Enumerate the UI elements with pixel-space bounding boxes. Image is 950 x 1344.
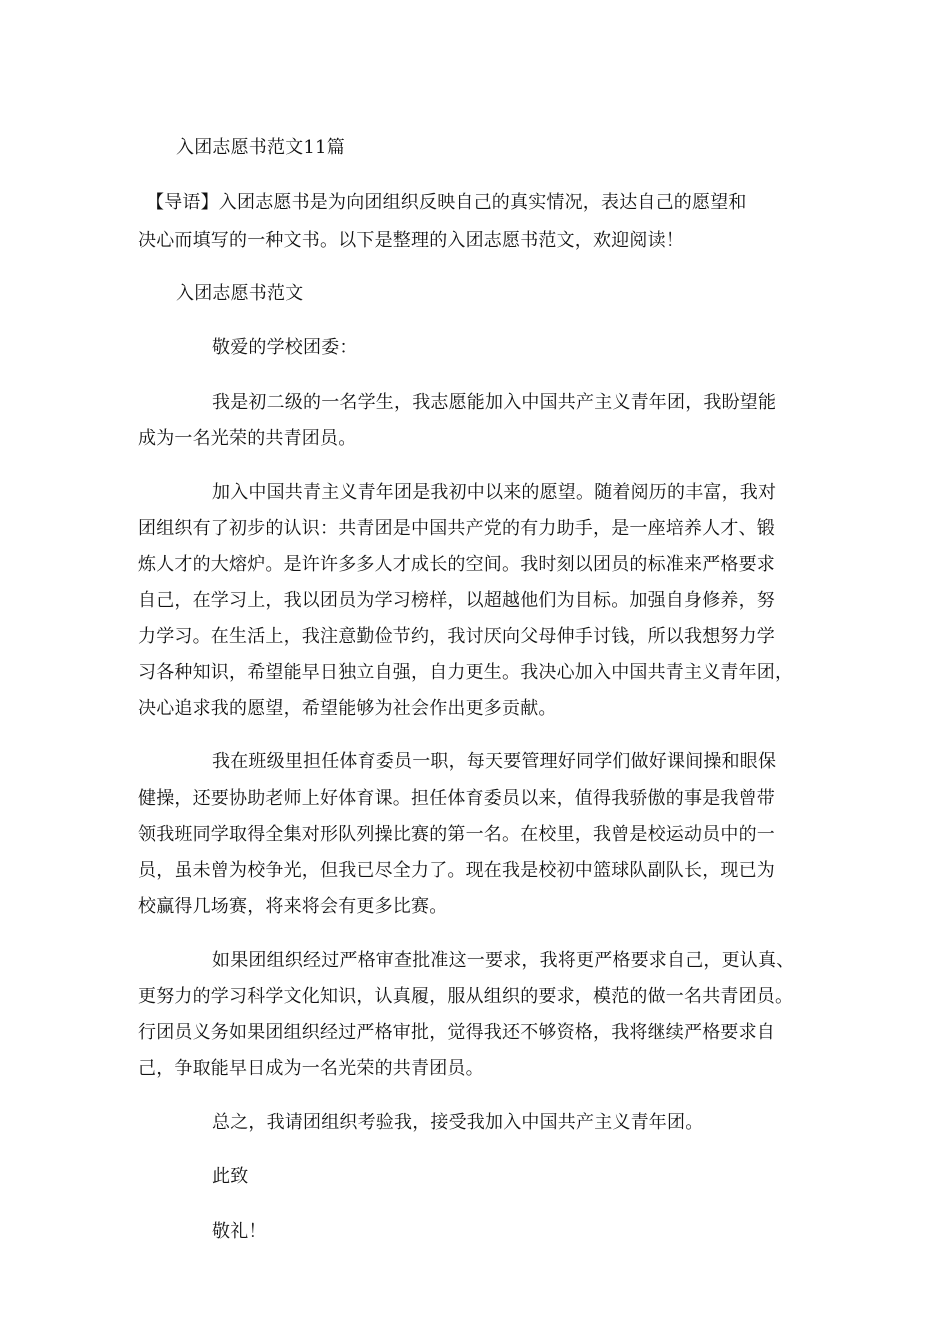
- paragraph-line: 决心追求我的愿望，希望能够为社会作出更多贡献。: [138, 698, 557, 719]
- paragraph-line: 更努力的学习科学文化知识，认真履，服从组织的要求，模范的做一名共青团员。: [138, 986, 794, 1007]
- intro-line: 【导语】入团志愿书是为向团组织反映自己的真实情况，表达自己的愿望和: [146, 192, 747, 213]
- paragraph-line: 健操，还要协助老师上好体育课。担任体育委员以来，值得我骄傲的事是我曾带: [138, 788, 775, 809]
- paragraph-line: 我在班级里担任体育委员一职，每天要管理好同学们做好课间操和眼保: [212, 751, 777, 772]
- paragraph-line: 习各种知识，希望能早日独立自强，自力更生。我决心加入中国共青主义青年团，: [138, 662, 794, 683]
- closing-line: 敬礼！: [212, 1221, 267, 1242]
- paragraph-line: 校赢得几场赛，将来将会有更多比赛。: [138, 896, 448, 917]
- section-subtitle: 入团志愿书范文: [176, 283, 304, 304]
- paragraph-line: 力学习。在生活上，我注意勤俭节约，我讨厌向父母伸手讨钱，所以我想努力学: [138, 626, 775, 647]
- paragraph-line: 领我班同学取得全集对形队列操比赛的第一名。在校里，我曾是校运动员中的一: [138, 824, 775, 845]
- paragraph-line: 行团员义务如果团组织经过严格审批，觉得我还不够资格，我将继续严格要求自: [138, 1022, 775, 1043]
- paragraph-line: 团组织有了初步的认识：共青团是中国共产党的有力助手，是一座培养人才、锻: [138, 518, 775, 539]
- paragraph-line: 己，争取能早日成为一名光荣的共青团员。: [138, 1058, 484, 1079]
- paragraph-line: 加入中国共青主义青年团是我初中以来的愿望。随着阅历的丰富，我对: [212, 482, 777, 503]
- intro-line: 决心而填写的一种文书。以下是整理的入团志愿书范文，欢迎阅读！: [138, 230, 684, 251]
- salutation: 敬爱的学校团委：: [212, 337, 358, 358]
- paragraph-line: 成为一名光荣的共青团员。: [138, 428, 357, 449]
- document-title: 入团志愿书范文11篇: [176, 137, 345, 158]
- paragraph-line: 总之，我请团组织考验我，接受我加入中国共产主义青年团。: [212, 1112, 704, 1133]
- paragraph-line: 炼人才的大熔炉。是许许多多人才成长的空间。我时刻以团员的标准来严格要求: [138, 554, 775, 575]
- paragraph-line: 员，虽未曾为校争光，但我已尽全力了。现在我是校初中篮球队副队长，现已为: [138, 860, 775, 881]
- paragraph-line: 自己，在学习上，我以团员为学习榜样，以超越他们为目标。加强自身修养，努: [138, 590, 775, 611]
- paragraph-line: 如果团组织经过严格审查批准这一要求，我将更严格要求自己，更认真、: [212, 950, 795, 971]
- paragraph-line: 我是初二级的一名学生，我志愿能加入中国共产主义青年团，我盼望能: [212, 392, 777, 413]
- closing-line: 此致: [212, 1166, 249, 1187]
